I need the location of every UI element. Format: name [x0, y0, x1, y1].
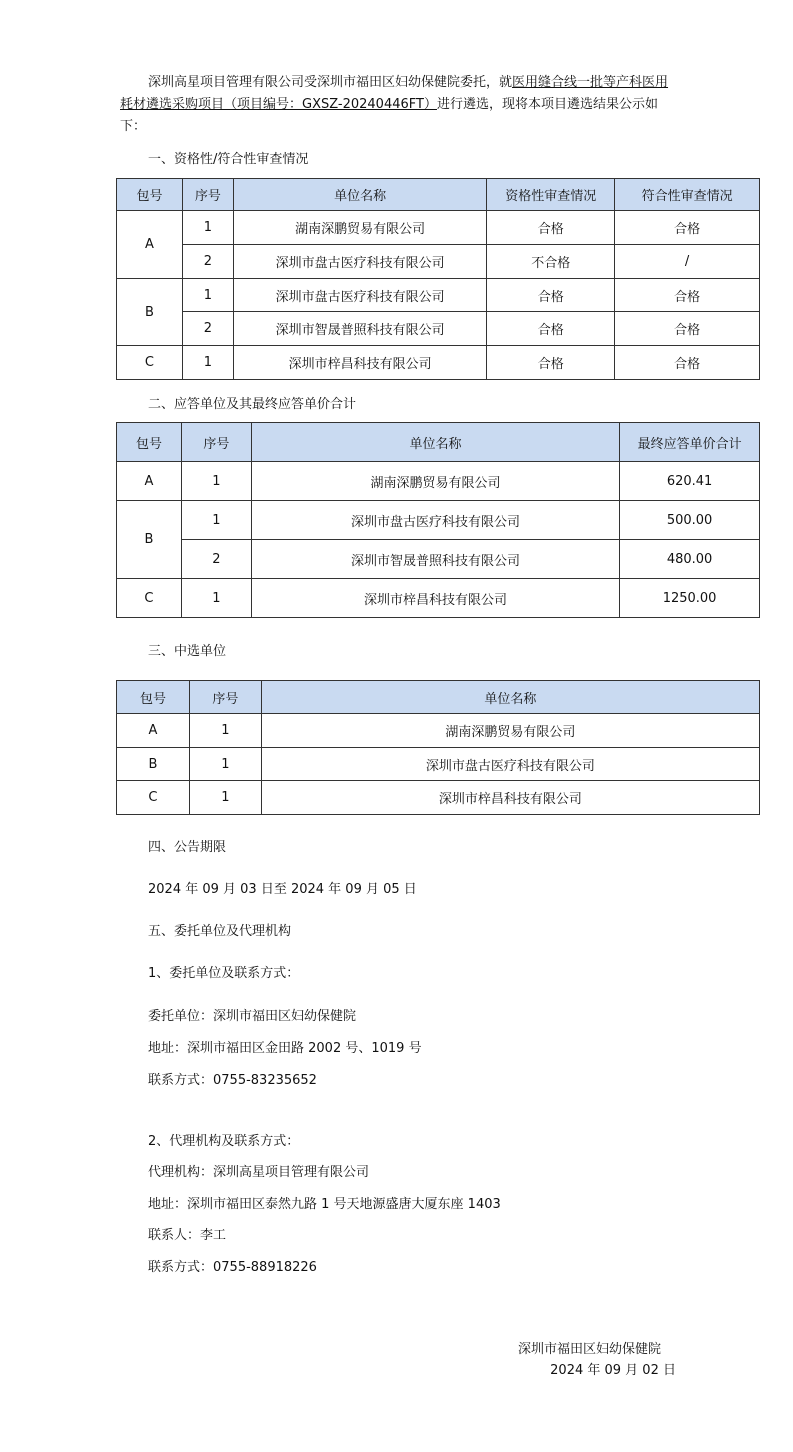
company-cell: 深圳市盘古医疗科技有限公司 — [233, 245, 487, 279]
company-cell: 深圳市盘古医疗科技有限公司 — [251, 501, 619, 540]
table-row — [117, 346, 760, 380]
table-row — [117, 462, 760, 501]
seq-cell: 1 — [181, 501, 251, 540]
review-table-header — [117, 179, 760, 211]
company-cell: 深圳市梓昌科技有限公司 — [251, 579, 619, 618]
section2-title: 二、应答单位及其最终应答单价合计 — [148, 397, 357, 412]
company-cell: 湖南深鹏贸易有限公司 — [251, 462, 619, 501]
price-cell: 1250.00 — [620, 579, 760, 618]
col-header: 单位名称 — [261, 681, 759, 714]
col-header: 单位名称 — [233, 179, 487, 211]
agent-address: 地址：深圳市福田区泰然九路 1 号天地源盛唐大厦东座 1403 — [148, 1197, 501, 1212]
price-table — [116, 422, 760, 618]
company-cell: 深圳市梓昌科技有限公司 — [233, 346, 487, 380]
client-heading: 1、委托单位及联系方式： — [148, 966, 300, 981]
price-table-header — [117, 423, 760, 462]
table-row — [117, 781, 760, 815]
table-row — [117, 279, 760, 312]
table-row — [117, 312, 760, 346]
conformity-cell: 合格 — [615, 312, 760, 346]
col-header: 序号 — [189, 681, 261, 714]
conformity-cell: 合格 — [615, 279, 760, 312]
seq-cell: 2 — [182, 245, 233, 279]
section1-title: 一、资格性/符合性审查情况 — [148, 152, 309, 167]
conformity-cell: 合格 — [615, 346, 760, 380]
section4-title: 四、公告期限 — [148, 840, 227, 855]
intro-text-1: 深圳高星项目管理有限公司受深圳市福田区妇幼保健院委托，就 — [148, 75, 513, 90]
signature-org: 深圳市福田区妇幼保健院 — [518, 1342, 662, 1357]
qualification-cell: 不合格 — [487, 245, 615, 279]
table-row — [117, 245, 760, 279]
seq-cell: 2 — [181, 540, 251, 579]
package-cell: A — [117, 462, 182, 501]
agent-contact: 联系人：李工 — [148, 1228, 227, 1243]
col-header: 包号 — [117, 681, 190, 714]
signature-date: 2024 年 09 月 02 日 — [550, 1363, 676, 1378]
table-row — [117, 211, 760, 245]
winner-table — [116, 680, 760, 815]
agent-phone: 联系方式：0755-88918226 — [148, 1260, 317, 1275]
seq-cell: 2 — [182, 312, 233, 346]
table-row — [117, 501, 760, 540]
col-header: 序号 — [181, 423, 251, 462]
conformity-cell: / — [615, 245, 760, 279]
package-cell: A — [117, 211, 183, 279]
seq-cell: 1 — [181, 462, 251, 501]
company-cell: 湖南深鹏贸易有限公司 — [261, 714, 759, 748]
client-address: 地址：深圳市福田区金田路 2002 号、1019 号 — [148, 1041, 422, 1056]
company-cell: 深圳市盘古医疗科技有限公司 — [233, 279, 487, 312]
package-cell: B — [117, 279, 183, 346]
table-row — [117, 748, 760, 781]
seq-cell: 1 — [189, 781, 261, 815]
qualification-cell: 合格 — [487, 346, 615, 380]
conformity-cell: 合格 — [615, 211, 760, 245]
project-name: 医用缝合线一批等产科医用耗材遴选采购项目（项目编号：GXSZ-20240446FT） — [120, 75, 669, 112]
seq-cell: 1 — [189, 714, 261, 748]
col-header: 最终应答单价合计 — [620, 423, 760, 462]
client-name: 委托单位：深圳市福田区妇幼保健院 — [148, 1009, 357, 1024]
package-cell: C — [117, 781, 190, 815]
price-cell: 620.41 — [620, 462, 760, 501]
price-cell: 500.00 — [620, 501, 760, 540]
col-header: 序号 — [182, 179, 233, 211]
intro-text-2: 进行遴选，现将本项目遴选结果公示如下： — [120, 97, 658, 134]
company-cell: 深圳市盘古医疗科技有限公司 — [261, 748, 759, 781]
package-cell: C — [117, 346, 183, 380]
col-header: 包号 — [117, 423, 182, 462]
package-cell: C — [117, 579, 182, 618]
qualification-cell: 合格 — [487, 211, 615, 245]
package-cell: A — [117, 714, 190, 748]
company-cell: 深圳市梓昌科技有限公司 — [261, 781, 759, 815]
announcement-period: 2024 年 09 月 03 日至 2024 年 09 月 05 日 — [148, 882, 417, 897]
qualification-cell: 合格 — [487, 312, 615, 346]
company-cell: 深圳市智晟普照科技有限公司 — [251, 540, 619, 579]
seq-cell: 1 — [182, 279, 233, 312]
price-cell: 480.00 — [620, 540, 760, 579]
table-row — [117, 579, 760, 618]
package-cell: B — [117, 501, 182, 579]
col-header: 单位名称 — [251, 423, 619, 462]
col-header: 资格性审查情况 — [487, 179, 615, 211]
col-header: 符合性审查情况 — [615, 179, 760, 211]
package-cell: B — [117, 748, 190, 781]
intro-paragraph — [120, 72, 680, 138]
seq-cell: 1 — [181, 579, 251, 618]
company-cell: 湖南深鹏贸易有限公司 — [233, 211, 487, 245]
col-header: 包号 — [117, 179, 183, 211]
review-table — [116, 178, 760, 380]
seq-cell: 1 — [189, 748, 261, 781]
seq-cell: 1 — [182, 211, 233, 245]
agent-heading: 2、代理机构及联系方式： — [148, 1134, 300, 1149]
section3-title: 三、中选单位 — [148, 644, 227, 659]
seq-cell: 1 — [182, 346, 233, 380]
table-row — [117, 540, 760, 579]
client-phone: 联系方式：0755-83235652 — [148, 1073, 317, 1088]
table-row — [117, 714, 760, 748]
company-cell: 深圳市智晟普照科技有限公司 — [233, 312, 487, 346]
qualification-cell: 合格 — [487, 279, 615, 312]
winner-table-header — [117, 681, 760, 714]
agent-name: 代理机构：深圳高星项目管理有限公司 — [148, 1165, 370, 1180]
section5-title: 五、委托单位及代理机构 — [148, 924, 292, 939]
